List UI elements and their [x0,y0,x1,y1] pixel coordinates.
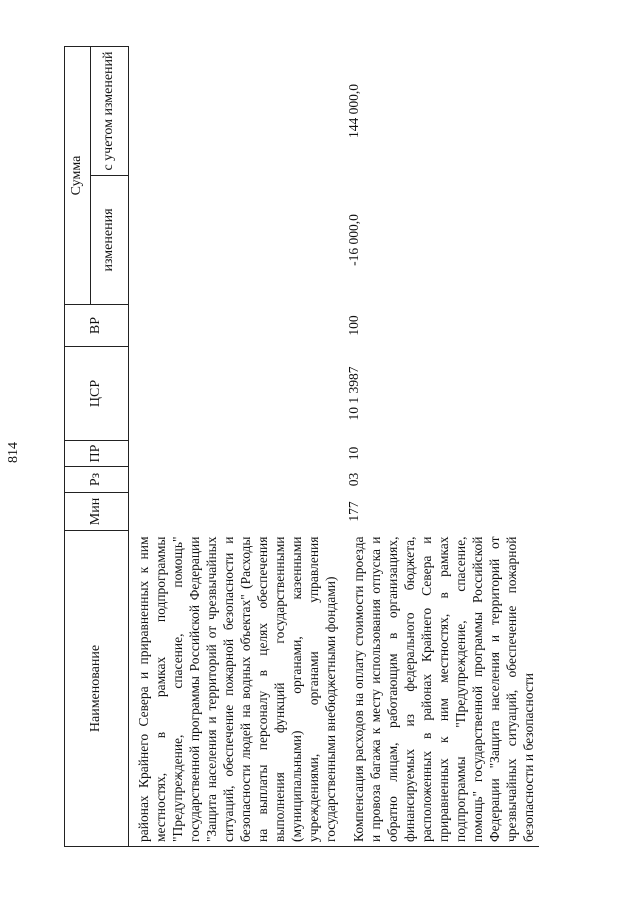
row-name: Компенсация расходов на оплату стоимости проезда и провоза багажа к месту использования отпуска и обратно лицам, работающим в организациях, финансируемых из федерального бюджета, расположенных в районах Крайнего Севера и приравненных к ним местностях, в рамках подпрограммы "Предупреждение, спасение, помощь" государственной программы Российской Федерации "Защита населения и территорий от чрезвычайных ситуаций, обеспечение пожарной безопасности и безопасности [341,531,539,847]
row-pr: 10 [346,446,361,461]
header-min: Мин [65,493,129,531]
row-name: районах Крайнего Севера и приравненных к ним местностях, в рамках подпрограммы "Предупреждение, спасение, помощь" государственной программы Российской Федерации "Защита населения и территорий от чрезвычайных ситуаций, обеспечение пожарной безопасности и безопасности людей на водных объектах" (Расходы на выплаты персоналу в целях обеспечения выполнения функций государственными (муниципальными) органами, казенными учреждениями, органами управления государственными внебюджетными фондами) [129,531,342,847]
row-csr [129,347,342,441]
row-pr [129,441,342,467]
header-csr: ЦСР [65,347,129,441]
row-vr [129,305,342,347]
header-pr: ПР [65,441,129,467]
header-with-changes: с учетом изменений [91,47,129,176]
row-change: -16 000,0 [346,214,361,266]
header-changes: изменения [91,176,129,305]
row-rz [129,467,342,493]
page-number: 814 [6,442,21,463]
row-csr: 10 1 3987 [346,366,361,421]
header-vr: ВР [65,305,129,347]
row-with-changes [129,47,342,176]
table-row [341,47,539,847]
row-with-changes: 144 000,0 [346,84,361,138]
table-row [129,47,342,847]
row-rz: 03 [346,472,361,487]
row-change [129,176,342,305]
header-sum: Сумма [65,47,91,305]
header-name: Наименование [65,531,129,847]
budget-table [64,46,539,847]
row-min: 177 [346,501,361,522]
row-min [129,493,342,531]
header-rz: Рз [65,467,129,493]
row-vr: 100 [346,315,361,336]
